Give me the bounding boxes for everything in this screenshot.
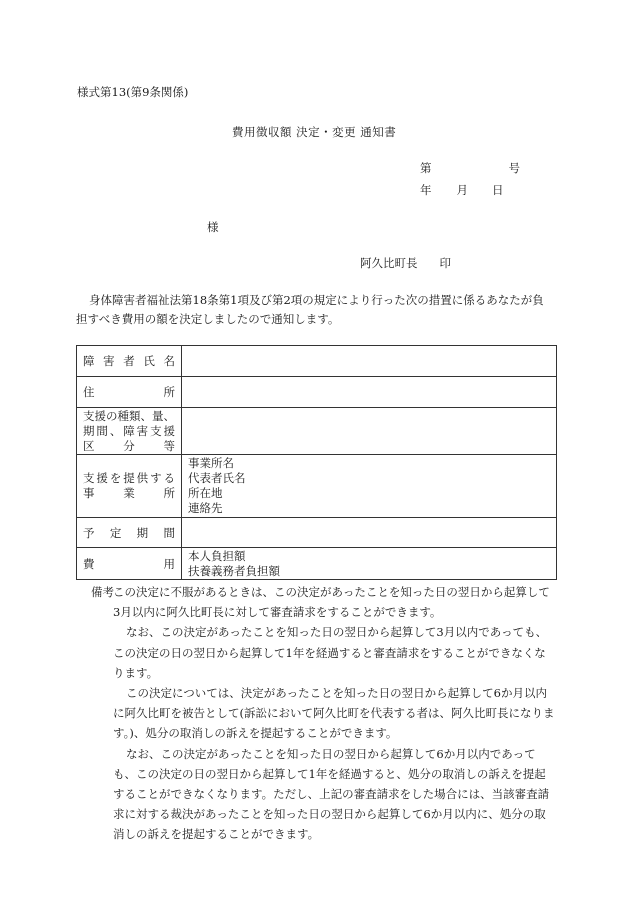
value-provider	[182, 455, 557, 518]
value-support-type	[182, 408, 557, 455]
document-title: 費用徴収額 決定・変更 通知書	[232, 125, 397, 139]
label-provider: 支援を提供する 事業所	[77, 455, 182, 518]
note-paragraph: なお、この決定があったことを知った日の翌日から起算して6か月以内であっても、この決定の日の翌日から起算して1年を経過すると、処分の取消しの訴えを提起することができなくなります。ただし、上記の審査請求をした場合には、当該審査請求に対する裁決があったことを知った日の翌日から起算して6か月以内に、処分の取消しの訴えを提起することができます。	[113, 746, 550, 842]
provider-location: 所在地	[188, 486, 223, 500]
table-row	[77, 455, 557, 518]
note-paragraph: なお、この決定があったことを知った日の翌日から起算して3月以内であっても、この決定の日の翌日から起算して1年を経過すると審査請求をすることができなくなります。	[113, 625, 548, 680]
addressee-suffix: 様	[207, 220, 219, 234]
value-cost	[182, 548, 557, 580]
date-line	[420, 182, 540, 198]
seal-mark: 印	[439, 256, 451, 270]
date-year: 年	[420, 183, 432, 197]
document-number-line	[420, 160, 540, 176]
note-paragraph: この決定に不服があるときは、この決定があったことを知った日の翌日から起算して3月以内に阿久比町長に対して審査請求をすることができます。	[113, 585, 550, 620]
issuer-name: 阿久比町長	[360, 256, 418, 270]
number-prefix: 第	[420, 161, 432, 175]
intro-paragraph: 身体障害者福祉法第18条第1項及び第2項の規定により行った次の措置に係るあなたが負担すべき費用の額を決定しましたので通知します。	[76, 293, 544, 326]
cost-dependent: 扶養義務者負担額	[188, 563, 280, 578]
provider-contact: 連絡先	[188, 501, 223, 515]
table-row	[77, 377, 557, 408]
notes	[113, 582, 557, 845]
table-row	[77, 518, 557, 548]
provider-representative: 代表者氏名	[188, 471, 246, 485]
form-number: 様式第13(第9条関係)	[77, 85, 189, 99]
value-address	[182, 377, 557, 408]
value-period	[182, 518, 557, 548]
table-row	[77, 346, 557, 377]
label-period: 予定期間	[77, 518, 182, 548]
date-month: 月	[456, 183, 468, 197]
table-row	[77, 408, 557, 455]
details-table	[76, 345, 557, 580]
value-name	[182, 346, 557, 377]
number-suffix: 号	[508, 161, 520, 175]
date-day: 日	[492, 183, 504, 197]
issuer-line	[360, 255, 451, 271]
cost-self: 本人負担額	[188, 548, 246, 563]
provider-office-name: 事業所名	[188, 456, 234, 470]
label-support-type: 支援の種類、量、 期間、障害支援 区分等	[77, 408, 182, 455]
label-name: 障害者氏名	[77, 346, 182, 377]
label-cost: 費用	[77, 548, 182, 580]
label-address: 住所	[77, 377, 182, 408]
notes-label: 備考	[91, 585, 114, 599]
note-paragraph: この決定については、決定があったことを知った日の翌日から起算して6か月以内に阿久比町を被告として(訴訟において阿久比町を代表する者は、阿久比町長になります。)、処分の取消しの訴えを提起することができます。	[113, 686, 555, 741]
table-row	[77, 548, 557, 580]
